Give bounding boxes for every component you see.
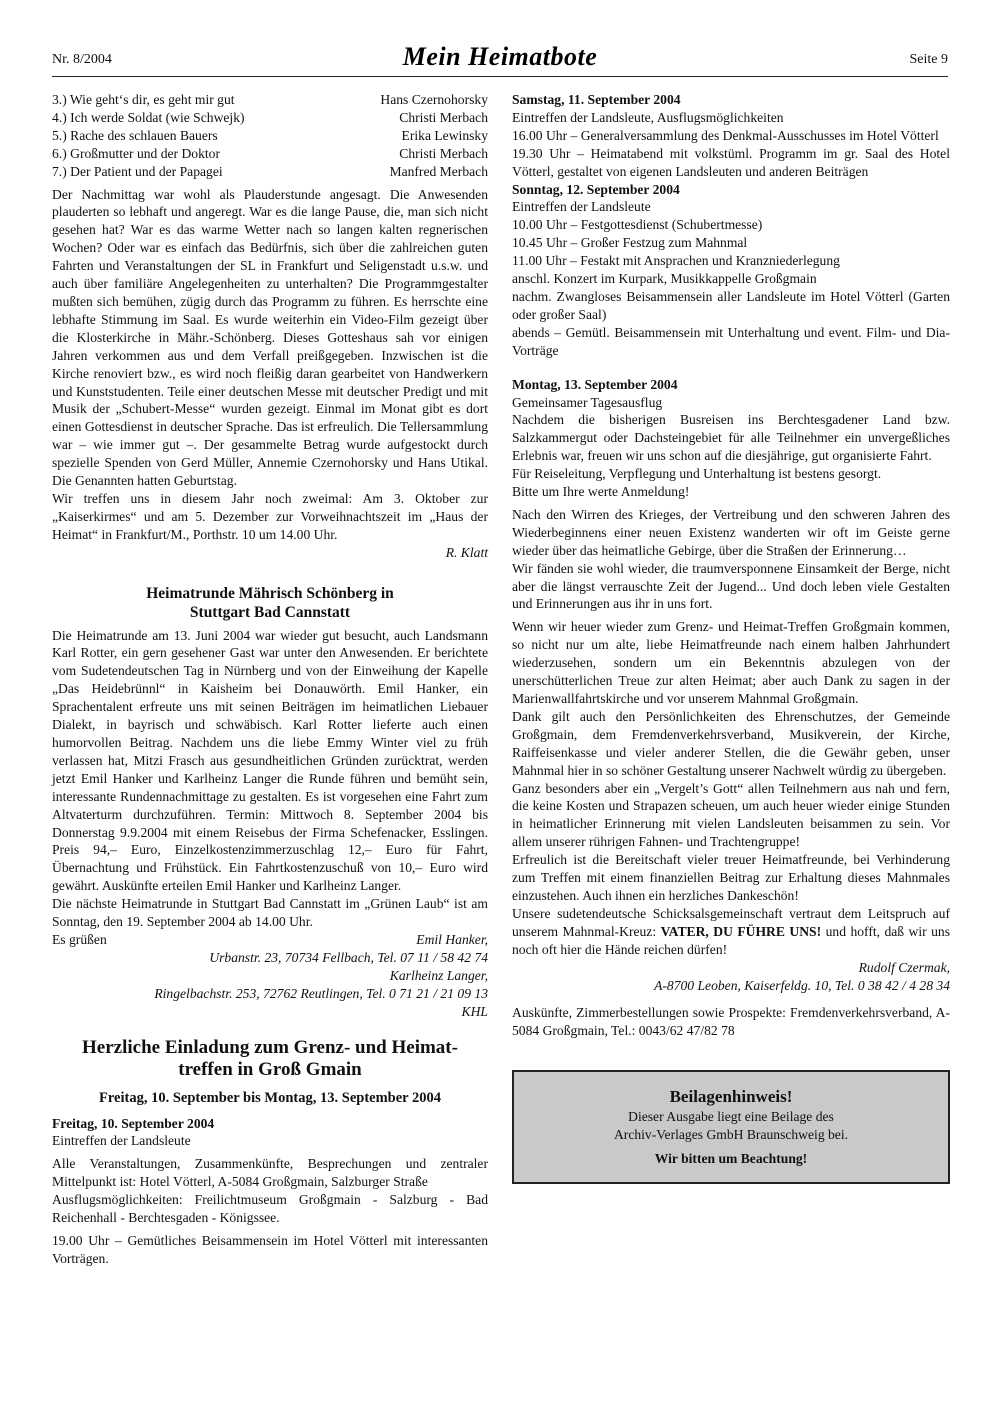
schedule-line: Eintreffen der Landsleute, Ausflugsmöglichkeiten (512, 109, 784, 125)
signature-initials: KHL (461, 1003, 488, 1019)
schedule-line: 16.00 Uhr – Generalversammlung des Denkmal-Ausschusses im Hotel Vötterl (512, 127, 939, 143)
article-author: R. Klatt (445, 544, 488, 560)
greeting-line: Es grüßen Emil Hanker, (52, 931, 488, 947)
schedule-line: Eintreffen der Landsleute (512, 199, 651, 215)
schedule-line: nachm. Zwangloses Beisammensein aller Landsleute im Hotel Vötterl (Garten oder großer Saal) (512, 288, 950, 322)
article-paragraph: 19.00 Uhr – Gemütliches Beisammensein im Hotel Vötterl mit interessanten Vorträgen. (52, 1232, 488, 1266)
program-item: 6.) Großmutter und der Doktor Christi Merbach (52, 145, 488, 161)
signature-address: A-8700 Leoben, Kaiserfeldg. 10, Tel. 0 38 42 / 4 28 34 (654, 977, 950, 993)
article-heading: Heimatrunde Mährisch Schönberg in Stuttgart Bad Cannstatt (146, 584, 394, 621)
issue-number: Nr. 8/2004 (52, 52, 112, 67)
article-paragraph: Die Heimatrunde am 13. Juni 2004 war wieder gut besucht, auch Landsmann Karl Rotter, ein gern gesehener Gast war unter den Anwesenden. Er berichtete vom Sudetendeutschen Tag in Nürnberg und von der Einweihung der Kapelle „Das Heidebrünnl“ in Kaisheim bei Donauwörth. Emil Hanker, ein Sprachentalent erfreute uns mit seinen Beiträgen im heimatlichen Liebauer Dialekt, in bayrisch und schwäbisch. Karl Rotter lieferte auch einen humorvollen Beitrag. Nachdem uns die liebe Emmy Winter viel zu früh verlassen hat, Mitzi Frasch aus gesundheitlichen Gründen zurücktrat, werden jetzt Emil Hanker und Karlheinz Langer die Runde führen und bemüht sein, interessante Rundennachmittage zu gestalten. Es ist vorgesehen eine Fahrt zum Altvaterturm durchzuführen. Termin: Mittwoch 8. September 2004 bis Donnerstag 9.9.2004 mit einem Reisebus der Firma Schefenacker, Esslingen. Preis 94,– Euro, Einzelkostenzimmerzuschlag 12,– Euro für Fahrt, Übernachtung und Frühstück. Ein Fahrtkostenzuschuß von 10,– Euro wird gewährt. Auskünfte erteilen Emil Hanker und Karlheinz Langer. (52, 627, 488, 894)
newspaper-logo: Mein Heimatbote (402, 42, 598, 71)
signature-name: Karlheinz Langer, (389, 967, 488, 983)
article-paragraph: Wir treffen uns in diesem Jahr noch zweimal: Am 3. Oktober zur „Kaiserkirmes“ und am 5. Dezember zur Vorweihnachtszeit im „Haus der Heimat“ in Frankfurt/M., Porthstr. 10 um 14.00 Uhr. (52, 490, 488, 542)
article-paragraph: Wir fänden sie wohl wieder, die traumversponnene Einsamkeit der Berge, nicht aber die längst verrauschte Zeit der Jugend... Und doch leben viele Gestalten und Erinnerungen aus ihr in uns fort. (512, 560, 950, 612)
article-paragraph: Erfreulich ist die Bereitschaft vieler treuer Heimatfreunde, bei Verhinderung zum Treffen mit einem finanziellen Beitrag zur Erhaltung dieses Mahnmales einzustehen. Auch ihnen ein herzliches Dankeschön! (512, 852, 950, 903)
schedule-line: 19.30 Uhr – Heimatabend mit volkstüml. Programm im gr. Saal des Hotel Vötterl, gestaltet von eigenen Landsleuten und anderen Beiträgen (512, 145, 950, 179)
article-paragraph: Dank gilt auch den Persönlichkeiten des Ehrenschutzes, der Gemeinde Großgmain, dem Fremdenverkehrsverband, Musikverein, der Kirche, Raiffeisenkasse und vieler anderer Stellen, die die Gewähr geben, unser Mahnmal hier in so schöner Gestaltung unserer Nachwelt würdig zu übergeben. (512, 708, 950, 778)
article-paragraph: Unsere sudetendeutsche Schicksalsgemeinschaft vertraut dem Leitspruch auf unserem Mahnmal-Kreuz: VATER, DU FÜHRE UNS! und hofft, daß wir uns noch oft hier die Hände reichen dürfen! (512, 905, 951, 957)
invitation-heading: Herzliche Einladung zum Grenz- und Heimat- treffen in Groß Gmain (82, 1036, 458, 1080)
right-column (512, 91, 950, 1184)
day-title: Montag, 13. September 2004 (512, 376, 678, 392)
schedule-line: 10.00 Uhr – Festgottesdienst (Schubertmesse) (512, 217, 763, 233)
article-paragraph: Nach den Wirren des Krieges, der Vertreibung und den schweren Jahren des Wiederbeginnens einer neuen Existenz wanderten wir oft im Geiste gerne wieder über das heimatliche Gebirge, über die Straßen der Erinnerung… (512, 506, 950, 558)
day-title: Sonntag, 12. September 2004 (512, 181, 680, 197)
schedule-line: Nachdem die bisherigen Busreisen ins Berchtesgadener Land bzw. Salzkammergut oder Dachsteingebiet für alle Teilnehmer ein unvergeßliches Erlebnis war, freuen wir uns schon auf die diesjährige, gut organisierte Fahrt. (512, 412, 950, 464)
notice-title: Beilagenhinweis! (669, 1087, 793, 1107)
day-title: Samstag, 11. September 2004 (512, 92, 681, 107)
program-item: 4.) Ich werde Soldat (wie Schwejk) Christi Merbach (52, 109, 488, 125)
article-paragraph: Wenn wir heuer wieder zum Grenz- und Heimat-Treffen Großgmain kommen, so nicht nur um alte, liebe Heimatfreunde nach einem halben Jahrhundert wiederzusehen, sondern um ein Bekenntnis abzulegen von der unerschütterlichen Treue zur alten Heimat; aber auch Dank zu sagen in der Marienwallfahrtskirche und vor unserem Mahnmal Großgmain. (512, 619, 950, 706)
article-paragraph: Alle Veranstaltungen, Zusammenkünfte, Besprechungen und zentraler Mittelpunkt ist: Hotel Vötterl, A-5084 Großgmain, Salzburger Straße (52, 1156, 488, 1190)
motto: VATER, DU FÜHRE UNS! (660, 923, 822, 939)
article-paragraph: Ausflugsmöglichkeiten: Freilichtmuseum Großgmain - Salzburg - Bad Reichenhall - Berchtesgaden - Königssee. (52, 1192, 488, 1226)
signature-name: Rudolf Czermak, (858, 959, 950, 975)
invitation-dates: Freitag, 10. September bis Montag, 13. September 2004 (99, 1089, 441, 1106)
article-paragraph: Ganz besonders aber ein „Vergelt’s Gott“ allen Teilnehmern aus nah und fern, die keine Kosten und Strapazen scheuen, um auch heuer wieder einige Stunden in heimatlicher Erinnerung mit vielen Landsleuten beisammen zu sein. Vor allem unserer rührigen Fahnen- und Trachtengruppe! (512, 780, 950, 850)
info-paragraph: Auskünfte, Zimmerbestellungen sowie Prospekte: Fremdenverkehrsverband, A-5084 Großgmain, Tel.: 0043/62 47/82 78 (512, 1005, 950, 1039)
day-line: Eintreffen der Landsleute (52, 1133, 191, 1149)
day-title: Freitag, 10. September 2004 (52, 1115, 215, 1131)
left-column (52, 91, 488, 1268)
notice-line: Wir bitten um Beachtung! (654, 1151, 808, 1167)
schedule-line: abends – Gemütl. Beisammensein mit Unterhaltung und event. Film- und Dia-Vorträge (512, 324, 950, 358)
page-header (52, 42, 948, 77)
schedule-line: anschl. Konzert im Kurpark, Musikkappelle Großgmain (512, 271, 817, 287)
schedule-line: Gemeinsamer Tagesausflug (512, 394, 663, 410)
signature-address: Urbanstr. 23, 70734 Fellbach, Tel. 07 11 / 58 42 74 (209, 949, 488, 965)
article-paragraph: Die nächste Heimatrunde in Stuttgart Bad Cannstatt im „Grünen Laub“ ist am Sonntag, den 19. September 2004 ab 14.00 Uhr. (52, 896, 488, 930)
program-item: 3.) Wie geht‘s dir, es geht mir gut Hans Czernohorsky (52, 92, 488, 107)
schedule-line: 10.45 Uhr – Großer Festzug zum Mahnmal (512, 235, 748, 251)
program-item: 7.) Der Patient und der Papagei Manfred Merbach (52, 163, 488, 179)
program-list (52, 91, 488, 181)
notice-line: Archiv-Verlages GmbH Braunschweig bei. (613, 1127, 849, 1143)
page-number: Seite 9 (909, 52, 948, 67)
article-paragraph: Der Nachmittag war wohl als Plauderstunde angesagt. Die Anwesenden plauderten so lebhaft und angeregt. War es die lange Pause, die, man sich nicht gesehen hat? War es das warme Wetter nach so langen kalten regnerischen Wochen? Oder war es einfach das Bedürfnis, sich über die zahlreichen guten Fahrten und Veranstaltungen der SL in Frankfurt und Seligenstadt u.s.w. und auch über familiäre Angelegenheiten zu unterhalten? Die Programmgestalter mußten sich bemühen, zügig durch das Programm zu führen. Es herrschte eine lebhafte Stimmung im Saal. Es wurde weiterhin ein Video-Film gezeigt über die Klosterkirche in Mähr.-Schönberg. Dieses Gotteshaus sah vor einigen Jahren verkommen aus und dem Verfall preißgegeben. Inzwischen ist die Kirche renoviert bzw., es wird noch fleißig daran gearbeitet von Handwerkern und Kunststudenten. Teile einer deutschen Messe mit deutscher Predigt und mit Musik der „Schubert-Messe“ wurden gezeigt. Einmal im Monat gibt es dort einen Gottesdienst in deutscher Sprache. Das ist erfreulich. Die Tellersammlung war – wie immer gut –. Der gesammelte Betrag wurde aufgestockt durch spezielle Spenden von Gerd Müller, Annemie Czernohorsky und Hans Utikal. Die Genannten hatten Geburtstag. (52, 186, 488, 489)
notice-line: Dieser Ausgabe liegt eine Beilage des (628, 1109, 834, 1125)
schedule-line: Bitte um Ihre werte Anmeldung! (512, 484, 690, 500)
schedule-line: Für Reiseleitung, Verpflegung und Unterhaltung ist bestens gesorgt. (512, 466, 882, 482)
signature-address: Ringelbachstr. 253, 72762 Reutlingen, Tel. 0 71 21 / 21 09 13 (154, 985, 488, 1001)
supplement-notice-box (512, 1070, 950, 1184)
schedule-line: 11.00 Uhr – Festakt mit Ansprachen und Kranzniederlegung (512, 253, 840, 269)
program-item: 5.) Rache des schlauen Bauers Erika Lewinsky (52, 127, 488, 143)
